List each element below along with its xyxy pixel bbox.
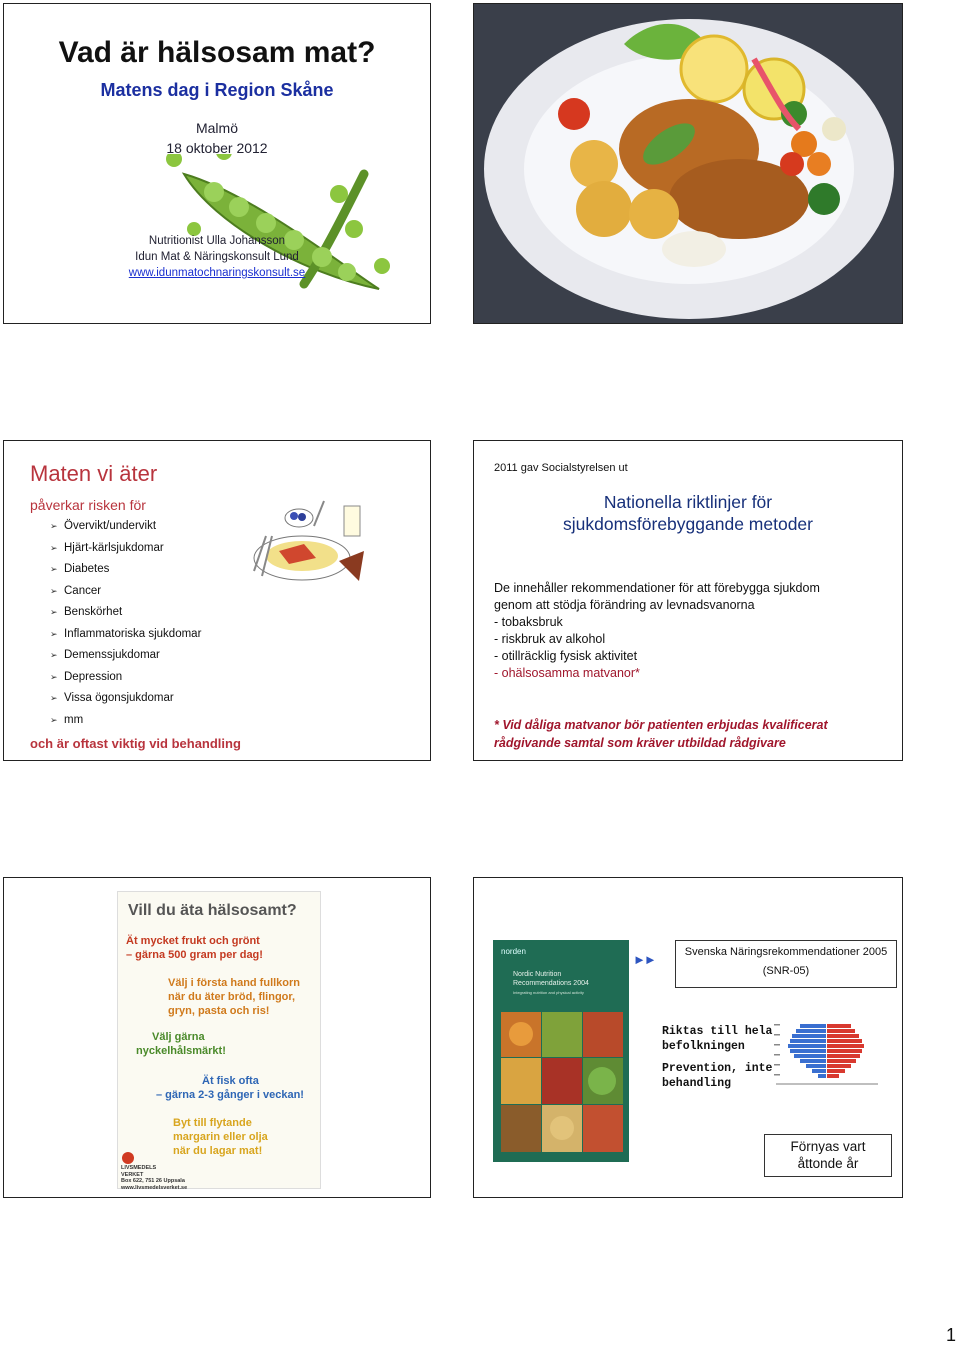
footnote bbox=[494, 716, 894, 752]
body-line: - tobaksbruk bbox=[494, 615, 563, 629]
poster-line: när du lagar mat! bbox=[173, 1145, 263, 1157]
list-item: ➢ Benskörhet bbox=[52, 602, 201, 624]
poster-title: Vill du äta hälsosamt? bbox=[128, 902, 297, 919]
poster-line: – gärna 2-3 gånger i veckan! bbox=[156, 1089, 304, 1101]
disease-list bbox=[52, 516, 201, 731]
slide-subtitle: Matens dag i Region Skåne bbox=[100, 80, 334, 100]
poster-line: margarin eller olja bbox=[173, 1131, 268, 1143]
snr-box bbox=[675, 940, 897, 988]
poster-line: Byt till flytande bbox=[173, 1117, 252, 1129]
slide-subheading: påverkar risken för bbox=[30, 497, 146, 513]
slide-footer-text: och är oftast viktig vid behandling bbox=[30, 736, 241, 751]
livsmedelsverket-logo-icon bbox=[122, 1152, 134, 1164]
arrow-icon: ►► bbox=[633, 952, 655, 967]
poster-line: Ät mycket frukt och grönt bbox=[126, 935, 260, 947]
poster-item bbox=[173, 1116, 268, 1158]
poster-item bbox=[136, 1030, 226, 1058]
list-item: ➢ Inflammatoriska sjukdomar bbox=[52, 624, 201, 646]
list-item: ➢ Diabetes bbox=[52, 559, 201, 581]
slide-food-photo bbox=[473, 3, 903, 324]
target-line: befolkningen bbox=[662, 1040, 745, 1053]
list-item: ➢ Hjärt-kärlsjukdomar bbox=[52, 538, 201, 560]
body-line: - riskbruk av alkohol bbox=[494, 632, 606, 646]
target-line: Riktas till hela bbox=[662, 1025, 773, 1038]
slide-riktlinjer bbox=[473, 440, 903, 761]
book-brand: norden bbox=[501, 947, 526, 956]
book-subtitle: Integrating nutrition and physical activity bbox=[513, 990, 584, 995]
agency-line: Box 622, 751 26 Uppsala bbox=[121, 1178, 185, 1184]
snr-line: Svenska Näringsrekommendationer 2005 bbox=[684, 946, 888, 958]
poster-line: nyckelhålsmärkt! bbox=[136, 1045, 226, 1057]
list-item: ➢ Cancer bbox=[52, 581, 201, 603]
page-number: 1 bbox=[945, 1325, 956, 1345]
slide-heading bbox=[474, 491, 902, 535]
food-plate-photo bbox=[474, 4, 903, 324]
slide-title bbox=[3, 3, 431, 324]
date: 18 oktober 2012 bbox=[166, 140, 268, 156]
prevention-line: behandling bbox=[662, 1077, 732, 1090]
renewal-box bbox=[764, 1134, 892, 1177]
footnote-line: * Vid dåliga matvanor bör patienten erbjudas kvalificerat bbox=[494, 718, 828, 732]
heading-line: sjukdomsförebyggande metoder bbox=[562, 514, 813, 534]
population-pyramid-icon bbox=[772, 1020, 882, 1100]
body-line: - ohälsosamma matvanor* bbox=[494, 666, 640, 680]
agency-line: VERKET bbox=[121, 1171, 144, 1178]
agency-line: LIVSMEDELS bbox=[121, 1165, 157, 1171]
slide-title-heading: Vad är hälsosam mat? bbox=[58, 36, 376, 69]
agency-info bbox=[121, 1165, 187, 1191]
poster-line: – gärna 500 gram per dag! bbox=[126, 949, 263, 961]
list-item: ➢ Demenssjukdomar bbox=[52, 645, 201, 667]
meal-clipart bbox=[244, 496, 374, 591]
list-item: ➢ mm bbox=[52, 710, 201, 732]
body-line: genom att stödja förändring av levnadsvanorna bbox=[494, 598, 755, 612]
poster-item bbox=[126, 934, 263, 962]
slide-maten-vi-ater bbox=[3, 440, 431, 761]
target-text bbox=[662, 1024, 772, 1054]
agency-line: www.livsmedelsverket.se bbox=[121, 1184, 188, 1191]
intro-text: 2011 gav Socialstyrelsen ut bbox=[494, 462, 628, 474]
prevention-text bbox=[662, 1061, 772, 1091]
poster-line: gryn, pasta och ris! bbox=[168, 1005, 270, 1017]
body-text bbox=[494, 580, 820, 682]
body-line: - otillräcklig fysisk aktivitet bbox=[494, 649, 638, 663]
location: Malmö bbox=[195, 120, 238, 136]
footnote-line: rådgivande samtal som kräver utbildad rådgivare bbox=[494, 736, 786, 750]
slide-heading: Maten vi äter bbox=[30, 461, 158, 486]
poster-line: Välj i första hand fullkorn bbox=[168, 977, 301, 989]
slide-nutrition-recommendations bbox=[473, 877, 903, 1198]
company: Idun Mat & Näringskonsult Lund bbox=[135, 251, 299, 263]
poster-item bbox=[168, 976, 300, 1018]
book-title-line: Nordic Nutrition bbox=[513, 971, 562, 978]
book-title bbox=[513, 970, 589, 988]
renewal-line: åttonde år bbox=[797, 1156, 859, 1171]
heading-line: Nationella riktlinjer för bbox=[603, 492, 773, 512]
renewal-line: Förnyas vart bbox=[790, 1139, 866, 1154]
author: Nutritionist Ulla Johansson bbox=[148, 235, 286, 247]
livsmedelsverket-poster bbox=[117, 891, 321, 1189]
nnr-book-cover bbox=[493, 940, 629, 1162]
prevention-line: Prevention, inte bbox=[662, 1062, 773, 1075]
produce-mosaic-image bbox=[501, 1012, 623, 1152]
slide-poster bbox=[3, 877, 431, 1198]
poster-line: när du äter bröd, flingor, bbox=[168, 991, 296, 1003]
book-title-line: Recommendations 2004 bbox=[513, 980, 589, 987]
list-item: ➢ Övervikt/undervikt bbox=[52, 516, 201, 538]
poster-item bbox=[156, 1074, 304, 1102]
poster-line: Ät fisk ofta bbox=[202, 1075, 259, 1087]
website-link[interactable]: www.idunmatochnaringskonsult.se bbox=[128, 267, 306, 279]
list-item: ➢ Vissa ögonsjukdomar bbox=[52, 688, 201, 710]
list-item: ➢ Depression bbox=[52, 667, 201, 689]
body-line: De innehåller rekommendationer för att förebygga sjukdom bbox=[494, 581, 820, 595]
snr-line: (SNR-05) bbox=[762, 965, 810, 977]
poster-line: Välj gärna bbox=[152, 1031, 205, 1043]
